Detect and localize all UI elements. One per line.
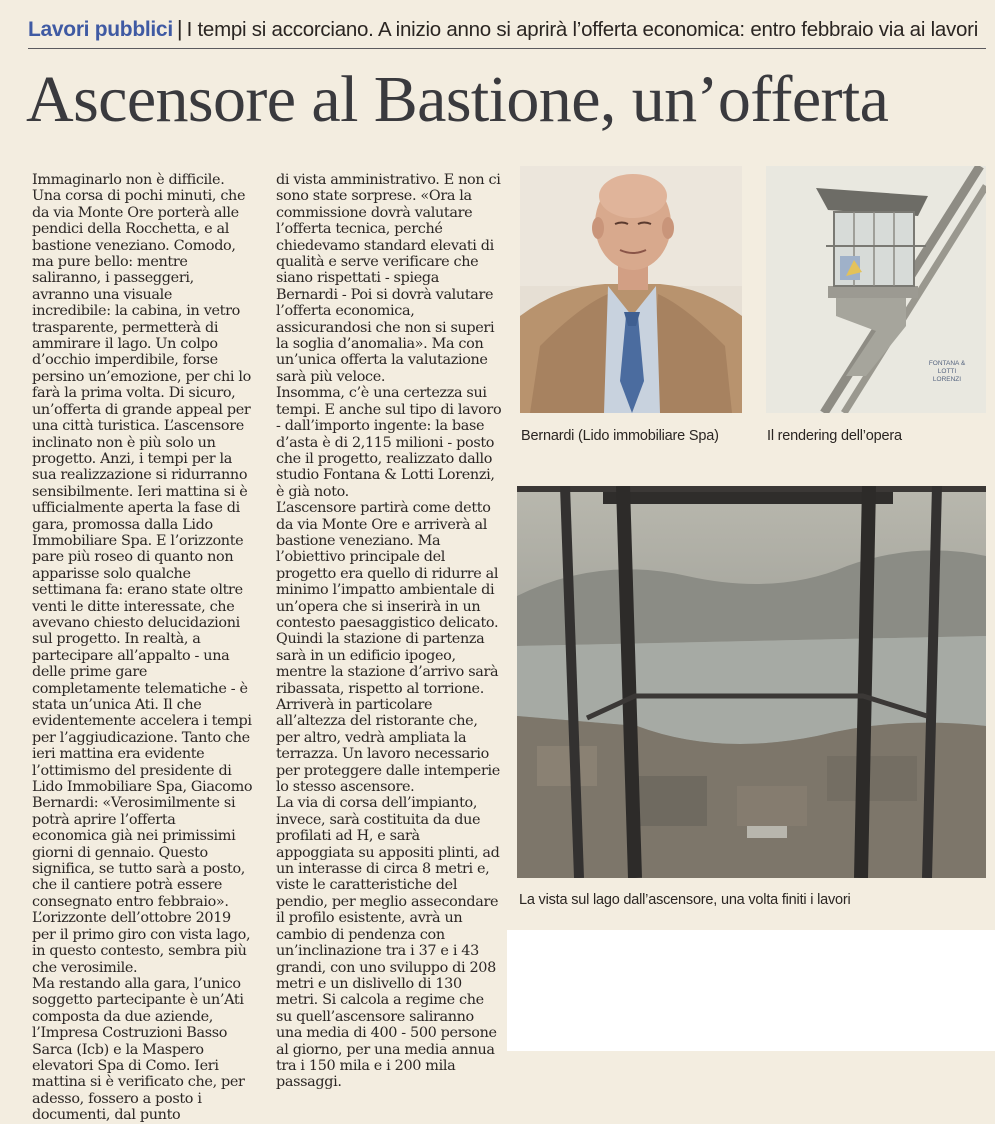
rendering-photo	[766, 166, 986, 413]
kicker-separator: |	[176, 16, 183, 41]
body-paragraph: Immaginarlo non è difficile. Una corsa di pochi minuti, che da via Monte Ore porterà alle pendici della Rocchetta, e al bastione veneziano. Comodo, ma pure bello: mentre saliranno, i passeggeri, avranno una visuale incredibile: la cabina, in vetro trasparente, permetterà di ammirare il lago. Un colpo d’occhio imperdibile, forse persino un’emozione, per chi lo farà la prima volta. Di sicuro, un’offerta di grande appeal per una città turistica. L’ascensore inclinato non è più solo un progetto. Anzi, i tempi per la sua realizzazione si ridurranno sensibilmente. Ieri mattina si è ufficialmente aperta la fase di gara, promossa dalla Lido Immobiliare Spa. E l’orizzonte pare più roseo di quanto non apparisse solo qualche settimana fa: erano state oltre venti le ditte interessate, che avevano chiesto delucidazioni sul progetto. In realtà, a partecipare all’appalto - una delle prime gare completamente telematiche - è stata un’unica Ati. Il che evidentemente accelera i tempi per l’aggiudicazione. Tanto che ieri mattina era evidente l’ottimismo del presidente di Lido Immobiliare Spa, Giacomo Bernardi: «Verosimilmente si potrà aprire l’offerta economica già nei primissimi giorni di gennaio. Questo significa, se tutto sarà a posto, che il cantiere potrà essere consegnato entro febbraio». L’orizzonte dell’ottobre 2019 per il primo giro con vista lago, in questo contesto, sembra più che verosimile.	[32, 172, 253, 976]
article-subhead: I tempi si accorciano. A inizio anno si aprirà l’offerta economica: entro febbraio via ai lavori	[186, 18, 979, 41]
portrait-photo	[520, 166, 742, 413]
body-paragraph: Insomma, c’è una certezza sui tempi. E anche sul tipo di lavoro - dall’importo ingente: la base d’asta è di 2,115 milioni - posto che il progetto, realizzato dallo studio Fontana & Lotti Lorenzi, è già noto.	[276, 385, 502, 500]
portrait-caption: Bernardi (Lido immobiliare Spa)	[521, 428, 719, 444]
portrait-image	[520, 166, 742, 413]
section-header	[28, 16, 986, 49]
body-paragraph: L’ascensore partirà come detto da via Monte Ore e arriverà al bastione veneziano. Ma l’obiettivo principale del progetto era quello di ridurre al minimo l’impatto ambientale di un’opera che si inserirà in un contesto paesaggistico delicato. Quindi la stazione di partenza sarà in un edificio ipogeo, mentre la stazione d’arrivo sarà ribassata, rispetto al torrione. Arriverà in particolare all’altezza del ristorante che, per altro, vedrà ampliata la terrazza. Un lavoro necessario per proteggere dalle intemperie lo stesso ascensore.	[276, 500, 500, 796]
body-column-2	[276, 172, 502, 1091]
rendering-stamp: FONTANA & LOTTI LORENZI	[928, 360, 966, 383]
body-column-1	[32, 172, 254, 1124]
lake-view-image	[517, 486, 986, 878]
article-headline: Ascensore al Bastione, un’offerta	[26, 63, 889, 136]
lake-view-photo	[517, 486, 986, 878]
page-blank-area	[507, 930, 995, 1051]
section-kicker: Lavori pubblici	[28, 18, 173, 41]
body-paragraph: di vista amministrativo. E non ci sono state sorprese. «Ora la commissione dovrà valutare l’offerta tecnica, perché chiedevamo standard elevati di qualità e serve verificare che siano rispettati - spiega Bernardi - Poi si dovrà valutare l’offerta economica, assicurandosi che non si superi la soglia d’anomalia». Ma con un’unica offerta la valutazione sarà più veloce.	[276, 172, 501, 385]
rendering-caption: Il rendering dell’opera	[767, 428, 902, 444]
lake-view-caption: La vista sul lago dall’ascensore, una volta finiti i lavori	[519, 892, 851, 908]
body-paragraph: La via di corsa dell’impianto, invece, sarà costituita da due profilati ad H, e sarà appoggiata su appositi plinti, ad un interasse di circa 8 metri e, viste le caratteristiche del pendio, per meglio assecondare il profilo esistente, avrà un cambio di pendenza con un’inclinazione tra i 37 e i 43 grandi, con uno sviluppo di 208 metri e un dislivello di 130 metri. Si calcola a regime che su quell’ascensore saliranno una media di 400 - 500 persone al giorno, per una media annua tra i 150 mila e i 200 mila passaggi.	[276, 795, 500, 1091]
body-paragraph: Ma restando alla gara, l’unico soggetto partecipante è un’Ati composta da due aziende, l’Impresa Costruzioni Basso Sarca (Icb) e la Maspero elevatori Spa di Como. Ieri mattina si è verificato che, per adesso, fossero a posto i documenti, dal punto	[32, 975, 245, 1124]
